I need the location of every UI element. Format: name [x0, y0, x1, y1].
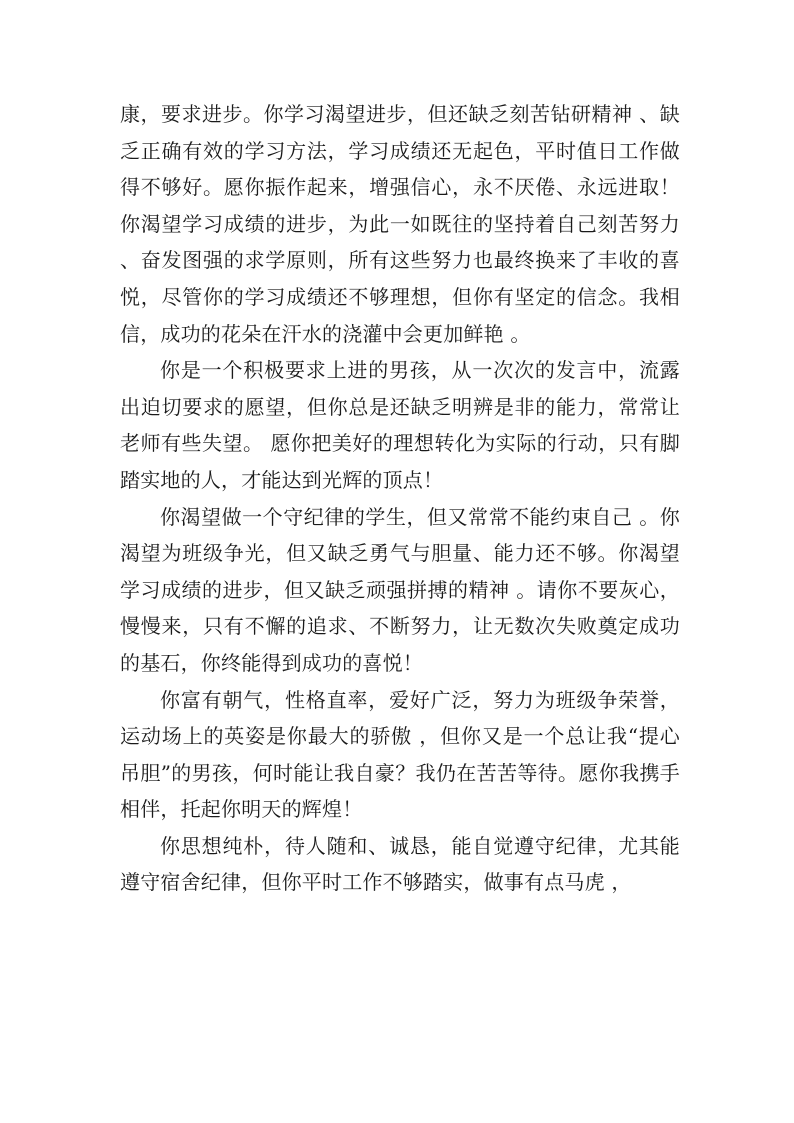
paragraph-continuation: 康，要求进步。你学习渴望进步，但还缺乏刻苦钻研精神 、缺乏正确有效的学习方法，学习成绩还无起色，平时值日工作做得不够好。愿你振作起来，增强信心，永不厌倦、永远进取！你渴望学习成绩的进步，为此一如既往的坚持着自己刻苦努力、奋发图强的求学原则，所有这些努力也最终换来了丰收的喜悦，尽管你的学习成绩还不够理想，但你有坚定的信念。我相信，成功的花朵在汗水的浇灌中会更加鲜艳 。 — [120, 102, 680, 346]
paragraph-comment-3: 你渴望做一个守纪律的学生，但又常常不能约束自己 。你渴望为班级争光，但又缺乏勇气与胆量、能力还不够。你渴望学习成绩的进步，但又缺乏顽强拼搏的精神 。请你不要灰心，慢慢来，只有不懈的追求、不断努力，让无数次失败奠定成功的基石，你终能得到成功的喜悦！ — [120, 504, 680, 675]
document-body — [120, 96, 680, 901]
paragraph-comment-4: 你富有朝气，性格直率，爱好广泛，努力为班级争荣誉，运动场上的英姿是你最大的骄傲 ，但你又是一个总让我“提心吊胆”的男孩，何时能让我自豪？我仍在苦苦等待。愿你我携手相伴，托起你明天的辉煌！ — [120, 687, 680, 822]
paragraph-comment-5: 你思想纯朴，待人随和、诚恳，能自觉遵守纪律，尤其能遵守宿舍纪律，但你平时工作不够踏实，做事有点马虎 ， — [120, 833, 680, 895]
paragraph-comment-2: 你是一个积极要求上进的男孩，从一次次的发言中，流露出迫切要求的愿望，但你总是还缺乏明辨是非的能力，常常让老师有些失望。 愿你把美好的理想转化为实际的行动，只有脚踏实地的人，才能达到光辉的顶点！ — [120, 358, 680, 492]
